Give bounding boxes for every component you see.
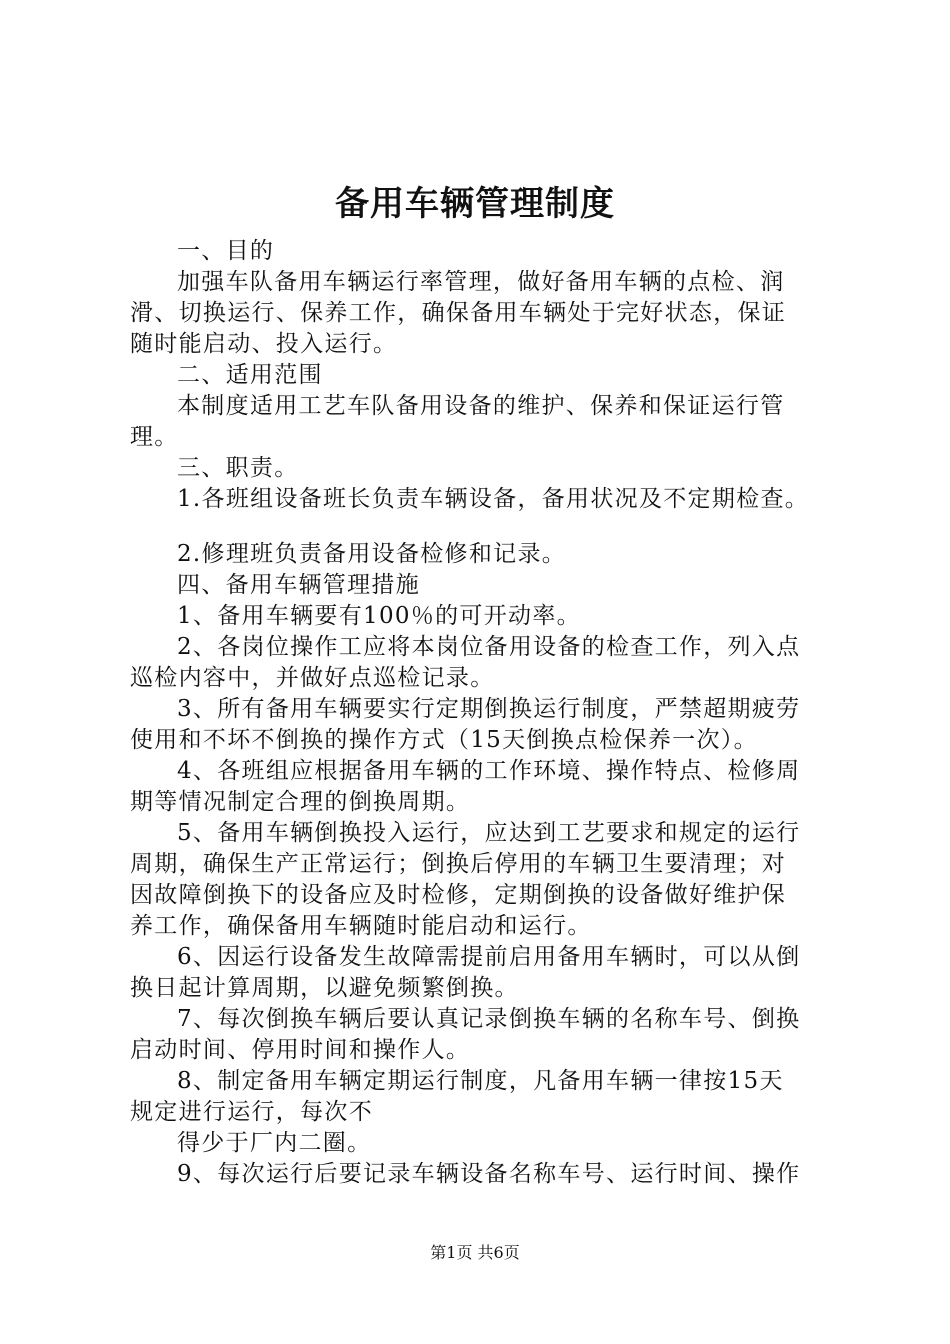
measure-item: 6、因运行设备发生故障需提前启用备用车辆时，可以从倒 bbox=[177, 944, 801, 970]
measure-item: 9、每次运行后要记录车辆设备名称车号、运行时间、操作 bbox=[177, 1161, 801, 1187]
document-body bbox=[130, 236, 830, 1190]
paragraph-line: 得少于厂内二圈。 bbox=[177, 1130, 372, 1156]
paragraph-line: 换日起计算周期，以避免频繁倒换。 bbox=[130, 975, 519, 1001]
section-heading-duties: 三、职责。 bbox=[177, 455, 299, 481]
document-title: 备用车辆管理制度 bbox=[335, 184, 615, 224]
measure-item: 7、每次倒换车辆后要认真记录倒换车辆的名称车号、倒换 bbox=[177, 1006, 801, 1032]
measure-item: 4、各班组应根据备用车辆的工作环境、操作特点、检修周 bbox=[177, 758, 801, 784]
paragraph-line: 随时能启动、投入运行。 bbox=[130, 331, 398, 357]
paragraph-line: 理。 bbox=[130, 424, 179, 450]
paragraph-line: 滑、切换运行、保养工作，确保备用车辆处于完好状态，保证 bbox=[130, 300, 787, 326]
measure-item: 5、备用车辆倒换投入运行，应达到工艺要求和规定的运行 bbox=[177, 820, 801, 846]
page-footer: 第1页 共6页 bbox=[430, 1243, 520, 1262]
section-heading-measures: 四、备用车辆管理措施 bbox=[177, 572, 420, 598]
paragraph-line: 养工作，确保备用车辆随时能启动和运行。 bbox=[130, 913, 592, 939]
paragraph-line: 因故障倒换下的设备应及时检修，定期倒换的设备做好维护保 bbox=[130, 882, 787, 908]
section-heading-purpose: 一、目的 bbox=[177, 238, 275, 264]
paragraph-line: 使用和不坏不倒换的操作方式（15天倒换点检保养一次）。 bbox=[130, 727, 758, 753]
section-heading-scope: 二、适用范围 bbox=[177, 362, 323, 388]
paragraph-line: 本制度适用工艺车队备用设备的维护、保养和保证运行管 bbox=[177, 393, 785, 419]
duty-item: 2.修理班负责备用设备检修和记录。 bbox=[177, 541, 567, 567]
measure-item: 1、备用车辆要有100％的可开动率。 bbox=[177, 603, 581, 629]
measure-item: 8、制定备用车辆定期运行制度，凡备用车辆一律按15天 bbox=[177, 1068, 784, 1094]
paragraph-line: 期等情况制定合理的倒换周期。 bbox=[130, 789, 471, 815]
paragraph-line: 周期，确保生产正常运行；倒换后停用的车辆卫生要清理；对 bbox=[130, 851, 787, 877]
duty-item: 1.各班组设备班长负责车辆设备，备用状况及不定期检查。 bbox=[177, 486, 810, 512]
paragraph-line: 加强车队备用车辆运行率管理，做好备用车辆的点检、润 bbox=[177, 269, 785, 295]
blank-line bbox=[130, 515, 830, 539]
measure-item: 2、各岗位操作工应将本岗位备用设备的检查工作，列入点 bbox=[177, 634, 801, 660]
measure-item: 3、所有备用车辆要实行定期倒换运行制度，严禁超期疲劳 bbox=[177, 696, 801, 722]
paragraph-line: 规定进行运行，每次不 bbox=[130, 1099, 373, 1125]
paragraph-line: 启动时间、停用时间和操作人。 bbox=[130, 1037, 471, 1063]
paragraph-line: 巡检内容中，并做好点巡检记录。 bbox=[130, 665, 495, 691]
